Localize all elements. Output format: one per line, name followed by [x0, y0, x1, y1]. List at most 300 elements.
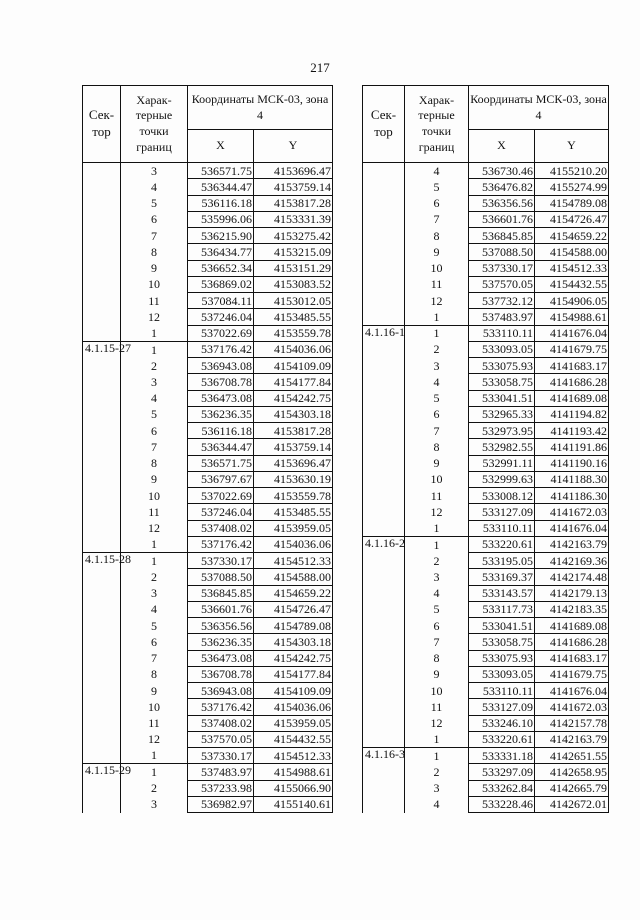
point-cell: 6	[121, 211, 188, 227]
point-cell: 7	[405, 211, 469, 227]
point-cell: 3	[121, 374, 188, 390]
point-cell: 2	[121, 569, 188, 585]
y-cell: 4154242.75	[254, 390, 333, 406]
point-cell: 4	[121, 390, 188, 406]
table-row	[83, 423, 333, 439]
x-cell: 533331.18	[469, 748, 535, 764]
x-cell: 537408.02	[188, 715, 254, 731]
y-cell: 4154588.00	[254, 569, 333, 585]
y-cell: 4154988.61	[254, 764, 333, 780]
table-row	[83, 748, 333, 764]
point-cell: 1	[405, 309, 469, 325]
y-cell: 4155210.20	[535, 163, 609, 179]
point-cell: 9	[121, 260, 188, 276]
y-cell: 4141679.75	[535, 666, 609, 682]
x-cell: 536434.77	[188, 244, 254, 260]
x-cell: 536601.76	[469, 211, 535, 227]
point-cell: 8	[405, 228, 469, 244]
header-coordinates: Координаты МСК-03, зона 4	[188, 86, 333, 130]
header-x: X	[188, 130, 254, 163]
header-points: Харак-терные точки границ	[405, 86, 469, 163]
table-row	[83, 796, 333, 812]
x-cell: 536845.85	[469, 228, 535, 244]
x-cell: 536116.18	[188, 423, 254, 439]
y-cell: 4154906.05	[535, 293, 609, 309]
x-cell: 537330.17	[469, 260, 535, 276]
table-row	[83, 699, 333, 715]
x-cell: 532991.11	[469, 455, 535, 471]
x-cell: 533127.09	[469, 699, 535, 715]
y-cell: 4141672.03	[535, 699, 609, 715]
point-cell: 9	[405, 455, 469, 471]
x-cell: 532999.63	[469, 471, 535, 487]
y-cell: 4153696.47	[254, 455, 333, 471]
y-cell: 4141686.28	[535, 634, 609, 650]
y-cell: 4141672.03	[535, 504, 609, 520]
point-cell: 1	[121, 748, 188, 764]
x-cell: 536869.02	[188, 276, 254, 292]
table-row	[83, 325, 333, 341]
point-cell: 12	[405, 715, 469, 731]
x-cell: 533058.75	[469, 374, 535, 390]
y-cell: 4141188.30	[535, 471, 609, 487]
y-cell: 4153959.05	[254, 520, 333, 536]
y-cell: 4141683.17	[535, 358, 609, 374]
x-cell: 533262.84	[469, 780, 535, 796]
y-cell: 4154036.06	[254, 341, 333, 357]
y-cell: 4154726.47	[254, 601, 333, 617]
point-cell: 2	[405, 764, 469, 780]
table-row	[363, 536, 609, 552]
point-cell: 11	[121, 715, 188, 731]
x-cell: 537330.17	[188, 748, 254, 764]
x-cell: 536344.47	[188, 179, 254, 195]
y-cell: 4154789.08	[254, 618, 333, 634]
x-cell: 536473.08	[188, 650, 254, 666]
point-cell: 9	[405, 666, 469, 682]
x-cell: 536356.56	[188, 618, 254, 634]
y-cell: 4142658.95	[535, 764, 609, 780]
y-cell: 4153559.78	[254, 325, 333, 341]
point-cell: 5	[405, 601, 469, 617]
x-cell: 532973.95	[469, 423, 535, 439]
x-cell: 537330.17	[188, 553, 254, 569]
y-cell: 4153485.55	[254, 504, 333, 520]
table-row	[363, 325, 609, 341]
point-cell: 4	[121, 601, 188, 617]
header-points: Харак-терные точки границ	[121, 86, 188, 163]
x-cell: 537570.05	[469, 276, 535, 292]
y-cell: 4155274.99	[535, 179, 609, 195]
x-cell: 536708.78	[188, 666, 254, 682]
table-body-right	[363, 163, 609, 813]
y-cell: 4154432.55	[254, 731, 333, 747]
table-row	[83, 390, 333, 406]
y-cell: 4141676.04	[535, 683, 609, 699]
point-cell: 8	[121, 666, 188, 682]
y-cell: 4142163.79	[535, 536, 609, 552]
point-cell: 1	[405, 748, 469, 764]
y-cell: 4154242.75	[254, 650, 333, 666]
x-cell: 533246.10	[469, 715, 535, 731]
y-cell: 4154726.47	[535, 211, 609, 227]
point-cell: 1	[121, 341, 188, 357]
point-cell: 2	[121, 780, 188, 796]
y-cell: 4141683.17	[535, 650, 609, 666]
point-cell: 12	[405, 293, 469, 309]
point-cell: 6	[121, 423, 188, 439]
table-row	[83, 406, 333, 422]
point-cell: 3	[405, 569, 469, 585]
table-row	[83, 455, 333, 471]
x-cell: 537246.04	[188, 309, 254, 325]
x-cell: 537732.12	[469, 293, 535, 309]
y-cell: 4141686.28	[535, 374, 609, 390]
point-cell: 3	[405, 358, 469, 374]
point-cell: 10	[121, 276, 188, 292]
x-cell: 536236.35	[188, 634, 254, 650]
point-cell: 11	[121, 293, 188, 309]
table-body-left	[83, 163, 333, 813]
point-cell: 10	[121, 488, 188, 504]
y-cell: 4153215.09	[254, 244, 333, 260]
x-cell: 537022.69	[188, 488, 254, 504]
x-cell: 533110.11	[469, 325, 535, 341]
table-row	[83, 618, 333, 634]
y-cell: 4153012.05	[254, 293, 333, 309]
x-cell: 533220.61	[469, 536, 535, 552]
table-row	[83, 601, 333, 617]
y-cell: 4154512.33	[254, 553, 333, 569]
point-cell: 1	[121, 325, 188, 341]
point-cell: 12	[121, 309, 188, 325]
y-cell: 4153817.28	[254, 423, 333, 439]
header-y: Y	[535, 130, 609, 163]
y-cell: 4154303.18	[254, 634, 333, 650]
header-coordinates: Координаты МСК-03, зона 4	[469, 86, 609, 130]
point-cell: 4	[405, 374, 469, 390]
table-row	[83, 634, 333, 650]
y-cell: 4153485.55	[254, 309, 333, 325]
y-cell: 4153759.14	[254, 439, 333, 455]
table-row	[83, 471, 333, 487]
x-cell: 533195.05	[469, 553, 535, 569]
x-cell: 533220.61	[469, 731, 535, 747]
x-cell: 536943.08	[188, 683, 254, 699]
table-row	[83, 764, 333, 780]
point-cell: 5	[405, 390, 469, 406]
y-cell: 4155066.90	[254, 780, 333, 796]
table-row	[83, 439, 333, 455]
y-cell: 4154177.84	[254, 666, 333, 682]
y-cell: 4153275.42	[254, 228, 333, 244]
y-cell: 4141193.42	[535, 423, 609, 439]
point-cell: 12	[121, 731, 188, 747]
y-cell: 4141679.75	[535, 341, 609, 357]
point-cell: 9	[121, 471, 188, 487]
x-cell: 537483.97	[188, 764, 254, 780]
page-number: 217	[310, 60, 330, 75]
point-cell: 6	[121, 634, 188, 650]
point-cell: 11	[405, 276, 469, 292]
y-cell: 4154659.22	[535, 228, 609, 244]
x-cell: 536845.85	[188, 585, 254, 601]
x-cell: 532965.33	[469, 406, 535, 422]
table-row	[83, 195, 333, 211]
y-cell: 4154988.61	[535, 309, 609, 325]
coordinates-table-left	[82, 85, 333, 813]
point-cell: 1	[405, 520, 469, 536]
y-cell: 4154177.84	[254, 374, 333, 390]
sector-cell: 4.1.16-2	[363, 536, 405, 747]
table-row	[83, 374, 333, 390]
point-cell: 12	[121, 520, 188, 536]
y-cell: 4155140.61	[254, 796, 333, 812]
x-cell: 537084.11	[188, 293, 254, 309]
table-row	[83, 163, 333, 179]
x-cell: 537176.42	[188, 699, 254, 715]
point-cell: 10	[121, 699, 188, 715]
y-cell: 4142665.79	[535, 780, 609, 796]
point-cell: 7	[121, 439, 188, 455]
x-cell: 536982.97	[188, 796, 254, 812]
table-row	[83, 228, 333, 244]
y-cell: 4154432.55	[535, 276, 609, 292]
table-row	[83, 780, 333, 796]
coordinates-table-right	[362, 85, 609, 813]
y-cell: 4142179.13	[535, 585, 609, 601]
y-cell: 4142163.79	[535, 731, 609, 747]
y-cell: 4153083.52	[254, 276, 333, 292]
point-cell: 8	[121, 244, 188, 260]
x-cell: 533297.09	[469, 764, 535, 780]
table-row	[83, 536, 333, 552]
y-cell: 4141191.86	[535, 439, 609, 455]
point-cell: 4	[405, 585, 469, 601]
point-cell: 1	[121, 764, 188, 780]
y-cell: 4153630.19	[254, 471, 333, 487]
y-cell: 4142174.48	[535, 569, 609, 585]
x-cell: 536730.46	[469, 163, 535, 179]
point-cell: 3	[405, 780, 469, 796]
sector-cell: 4.1.15-27	[83, 341, 121, 552]
x-cell: 533117.73	[469, 601, 535, 617]
point-cell: 6	[405, 618, 469, 634]
point-cell: 1	[405, 731, 469, 747]
table-row	[83, 309, 333, 325]
x-cell: 536601.76	[188, 601, 254, 617]
y-cell: 4154659.22	[254, 585, 333, 601]
x-cell: 533093.05	[469, 341, 535, 357]
x-cell: 537233.98	[188, 780, 254, 796]
header-sector: Сек-тор	[363, 86, 405, 163]
x-cell: 533075.93	[469, 650, 535, 666]
y-cell: 4141194.82	[535, 406, 609, 422]
point-cell: 7	[405, 634, 469, 650]
point-cell: 8	[121, 455, 188, 471]
x-cell: 532982.55	[469, 439, 535, 455]
x-cell: 535996.06	[188, 211, 254, 227]
y-cell: 4154036.06	[254, 699, 333, 715]
point-cell: 5	[121, 406, 188, 422]
x-cell: 536215.90	[188, 228, 254, 244]
y-cell: 4154303.18	[254, 406, 333, 422]
y-cell: 4153151.29	[254, 260, 333, 276]
point-cell: 10	[405, 683, 469, 699]
x-cell: 533008.12	[469, 488, 535, 504]
y-cell: 4141186.30	[535, 488, 609, 504]
table-row	[363, 163, 609, 179]
point-cell: 3	[121, 163, 188, 179]
x-cell: 533041.51	[469, 618, 535, 634]
y-cell: 4153559.78	[254, 488, 333, 504]
x-cell: 536943.08	[188, 358, 254, 374]
x-cell: 533075.93	[469, 358, 535, 374]
y-cell: 4141689.08	[535, 618, 609, 634]
x-cell: 533143.57	[469, 585, 535, 601]
y-cell: 4154109.09	[254, 683, 333, 699]
point-cell: 2	[405, 553, 469, 569]
header-sector: Сек-тор	[83, 86, 121, 163]
x-cell: 533058.75	[469, 634, 535, 650]
table-row	[83, 260, 333, 276]
table-row	[83, 553, 333, 569]
y-cell: 4153959.05	[254, 715, 333, 731]
x-cell: 536473.08	[188, 390, 254, 406]
x-cell: 537088.50	[469, 244, 535, 260]
point-cell: 7	[121, 228, 188, 244]
point-cell: 6	[405, 406, 469, 422]
sector-cell	[363, 163, 405, 326]
x-cell: 537483.97	[469, 309, 535, 325]
point-cell: 10	[405, 260, 469, 276]
y-cell: 4142169.36	[535, 553, 609, 569]
y-cell: 4141689.08	[535, 390, 609, 406]
y-cell: 4154789.08	[535, 195, 609, 211]
x-cell: 537570.05	[188, 731, 254, 747]
point-cell: 11	[121, 504, 188, 520]
x-cell: 533127.09	[469, 504, 535, 520]
header-x: X	[469, 130, 535, 163]
point-cell: 9	[405, 244, 469, 260]
x-cell: 533110.11	[469, 683, 535, 699]
point-cell: 9	[121, 683, 188, 699]
y-cell: 4153696.47	[254, 163, 333, 179]
x-cell: 537246.04	[188, 504, 254, 520]
x-cell: 536571.75	[188, 455, 254, 471]
point-cell: 12	[405, 504, 469, 520]
sector-cell: 4.1.16-1	[363, 325, 405, 536]
x-cell: 537408.02	[188, 520, 254, 536]
point-cell: 5	[405, 179, 469, 195]
point-cell: 11	[405, 488, 469, 504]
y-cell: 4154588.00	[535, 244, 609, 260]
point-cell: 4	[121, 179, 188, 195]
x-cell: 536708.78	[188, 374, 254, 390]
table-row	[363, 748, 609, 764]
table-row	[83, 341, 333, 357]
x-cell: 536344.47	[188, 439, 254, 455]
table-row	[83, 488, 333, 504]
table-row	[83, 293, 333, 309]
x-cell: 537176.42	[188, 536, 254, 552]
table-row	[83, 520, 333, 536]
point-cell: 10	[405, 471, 469, 487]
x-cell: 533228.46	[469, 796, 535, 812]
sector-cell: 4.1.15-29	[83, 764, 121, 813]
sector-cell	[83, 163, 121, 342]
table-row	[83, 244, 333, 260]
x-cell: 536116.18	[188, 195, 254, 211]
table-row	[83, 179, 333, 195]
point-cell: 1	[121, 536, 188, 552]
table-row	[83, 683, 333, 699]
x-cell: 536652.34	[188, 260, 254, 276]
table-row	[83, 731, 333, 747]
point-cell: 1	[405, 536, 469, 552]
point-cell: 5	[121, 618, 188, 634]
x-cell: 536236.35	[188, 406, 254, 422]
x-cell: 533110.11	[469, 520, 535, 536]
point-cell: 8	[405, 650, 469, 666]
point-cell: 5	[121, 195, 188, 211]
table-row	[83, 211, 333, 227]
x-cell: 533093.05	[469, 666, 535, 682]
table-row	[83, 650, 333, 666]
x-cell: 533169.37	[469, 569, 535, 585]
y-cell: 4154109.09	[254, 358, 333, 374]
table-row	[83, 358, 333, 374]
y-cell: 4154512.33	[254, 748, 333, 764]
y-cell: 4142672.01	[535, 796, 609, 812]
sector-cell: 4.1.15-28	[83, 553, 121, 764]
point-cell: 7	[121, 650, 188, 666]
table-row	[83, 666, 333, 682]
point-cell: 1	[405, 325, 469, 341]
y-cell: 4154512.33	[535, 260, 609, 276]
x-cell: 533041.51	[469, 390, 535, 406]
x-cell: 537022.69	[188, 325, 254, 341]
point-cell: 3	[121, 585, 188, 601]
y-cell: 4142183.35	[535, 601, 609, 617]
header-y: Y	[254, 130, 333, 163]
y-cell: 4141676.04	[535, 520, 609, 536]
point-cell: 4	[405, 796, 469, 812]
y-cell: 4153331.39	[254, 211, 333, 227]
y-cell: 4154036.06	[254, 536, 333, 552]
point-cell: 11	[405, 699, 469, 715]
y-cell: 4141676.04	[535, 325, 609, 341]
x-cell: 536476.82	[469, 179, 535, 195]
point-cell: 7	[405, 423, 469, 439]
point-cell: 1	[121, 553, 188, 569]
table-row	[83, 715, 333, 731]
y-cell: 4141190.16	[535, 455, 609, 471]
point-cell: 3	[121, 796, 188, 812]
point-cell: 8	[405, 439, 469, 455]
x-cell: 536797.67	[188, 471, 254, 487]
table-row	[83, 585, 333, 601]
table-row	[83, 504, 333, 520]
table-row	[83, 276, 333, 292]
y-cell: 4153759.14	[254, 179, 333, 195]
x-cell: 536356.56	[469, 195, 535, 211]
point-cell: 4	[405, 163, 469, 179]
x-cell: 537088.50	[188, 569, 254, 585]
x-cell: 537176.42	[188, 341, 254, 357]
y-cell: 4142157.78	[535, 715, 609, 731]
point-cell: 6	[405, 195, 469, 211]
